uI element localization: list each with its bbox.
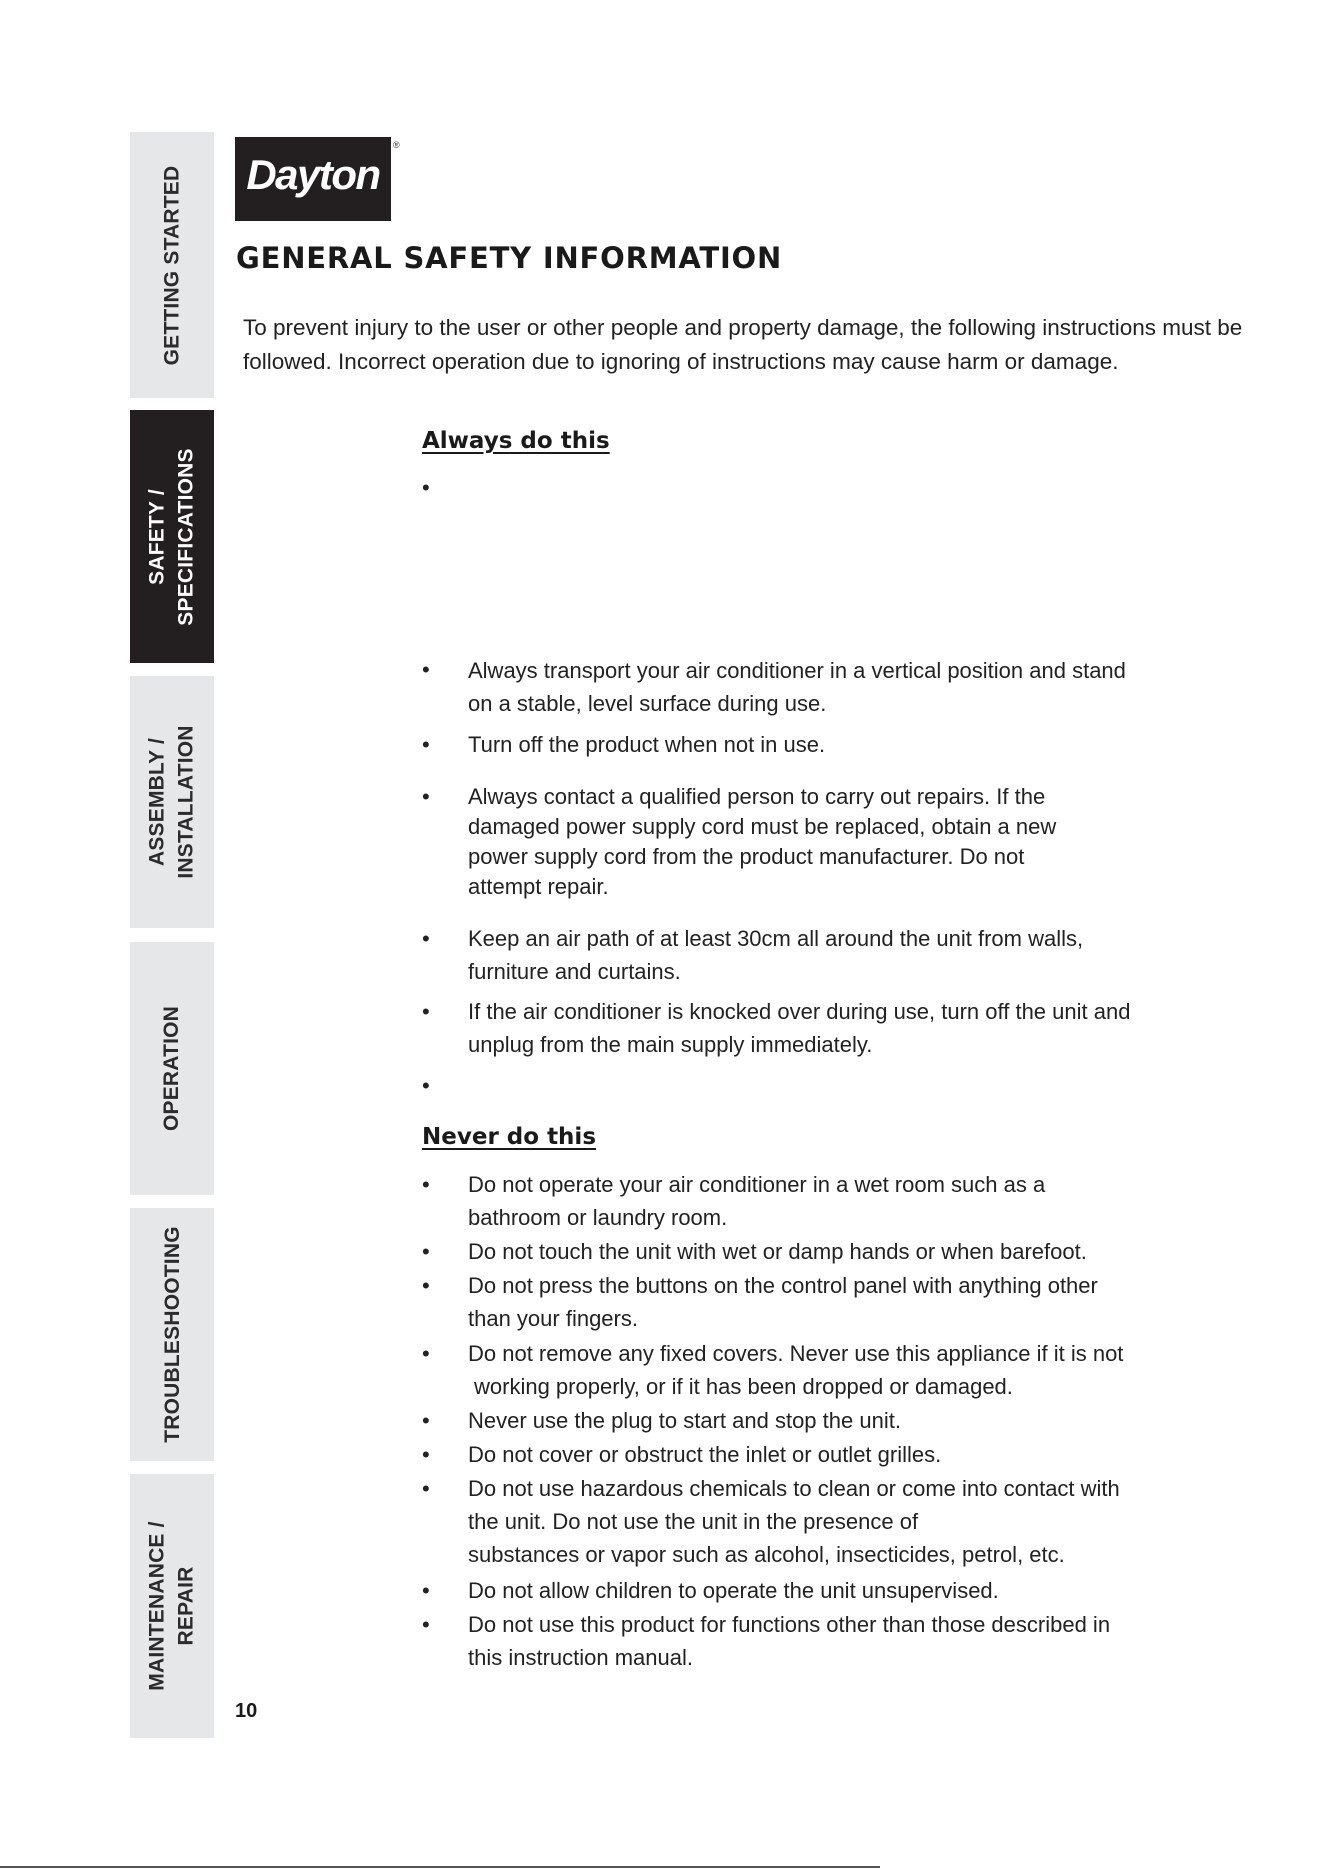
tab-operation[interactable] — [130, 942, 214, 1195]
bullet: • — [422, 732, 430, 757]
logo-text: Dayton — [246, 151, 380, 198]
bullet: • — [422, 657, 430, 682]
tab-label: ASSEMBLY / INSTALLATION — [146, 725, 198, 879]
page-number: 10 — [235, 1700, 258, 1722]
bullet: • — [422, 1476, 430, 1501]
bullet: • — [422, 1239, 430, 1264]
bullet: • — [422, 926, 430, 951]
bottom-rule — [0, 1866, 880, 1868]
always-item-2: Turn off the product when not in use. — [468, 732, 826, 757]
tab-maintenance-repair[interactable] — [130, 1474, 214, 1738]
page-title: GENERAL SAFETY INFORMATION — [236, 241, 783, 275]
bullet: • — [422, 1408, 430, 1433]
always-item-4: Keep an air path of at least 30cm all around the unit from walls, furniture and curtains. — [468, 926, 1084, 984]
bullet: • — [422, 475, 430, 500]
tab-assembly-installation[interactable] — [130, 676, 214, 928]
bullet: • — [422, 784, 430, 809]
bullet: • — [422, 1073, 430, 1098]
bullet: • — [422, 1172, 430, 1197]
tab-safety-specifications[interactable] — [130, 410, 214, 663]
never-item-1: Do not operate your air conditioner in a wet room such as a bathroom or laundry room. — [468, 1172, 1046, 1230]
tab-label: SAFETY / SPECIFICATIONS — [146, 447, 198, 626]
bullet: • — [422, 1273, 430, 1298]
always-item-5: If the air conditioner is knocked over during use, turn off the unit and unplug from the main supply immediately. — [468, 999, 1131, 1057]
bullet: • — [422, 1341, 430, 1366]
never-item-9: Do not use this product for functions other than those described in this instruction manual. — [468, 1612, 1111, 1670]
tab-label: OPERATION — [160, 1005, 184, 1132]
never-item-2: Do not touch the unit with wet or damp hands or when barefoot. — [468, 1239, 1087, 1264]
never-item-5: Never use the plug to start and stop the unit. — [468, 1408, 901, 1433]
tab-label: MAINTENANCE / REPAIR — [146, 1521, 198, 1691]
always-item-1: Always transport your air conditioner in a vertical position and stand on a stable, level surface during use. — [468, 658, 1126, 716]
never-item-3: Do not press the buttons on the control panel with anything other than your fingers. — [468, 1273, 1098, 1331]
bullet: • — [422, 1578, 430, 1603]
bullet: • — [422, 1442, 430, 1467]
bullet: • — [422, 1612, 430, 1637]
tab-label: TROUBLESHOOTING — [160, 1226, 184, 1443]
intro-paragraph: To prevent injury to the user or other people and property damage, the following instructions must be followed. Incorrect operation due to ignoring of instructions may cause harm or damage. — [243, 315, 1243, 374]
never-item-6: Do not cover or obstruct the inlet or outlet grilles. — [468, 1442, 942, 1467]
tab-getting-started[interactable] — [130, 132, 214, 398]
tab-troubleshooting[interactable] — [130, 1208, 214, 1461]
never-item-4: Do not remove any fixed covers. Never use this appliance if it is not working properly, or if it has been dropped or damaged. — [468, 1341, 1124, 1399]
never-item-8: Do not allow children to operate the unit unsupervised. — [468, 1578, 999, 1603]
never-item-7: Do not use hazardous chemicals to clean or come into contact with the unit. Do not use the unit in the presence of substances or vapor such as alcohol, insecticides, petrol, etc. — [468, 1476, 1120, 1567]
tab-label: GETTING STARTED — [160, 165, 184, 365]
always-item-3: Always contact a qualified person to carry out repairs. If the damaged power supply cord must be replaced, obtain a new power supply cord from the product manufacturer. Do not attempt repair. — [468, 784, 1057, 899]
always-heading: Always do this — [422, 428, 610, 454]
never-heading: Never do this — [422, 1124, 597, 1150]
dayton-logo — [235, 137, 391, 221]
registered-mark: ® — [393, 140, 400, 150]
bullet: • — [422, 999, 430, 1024]
